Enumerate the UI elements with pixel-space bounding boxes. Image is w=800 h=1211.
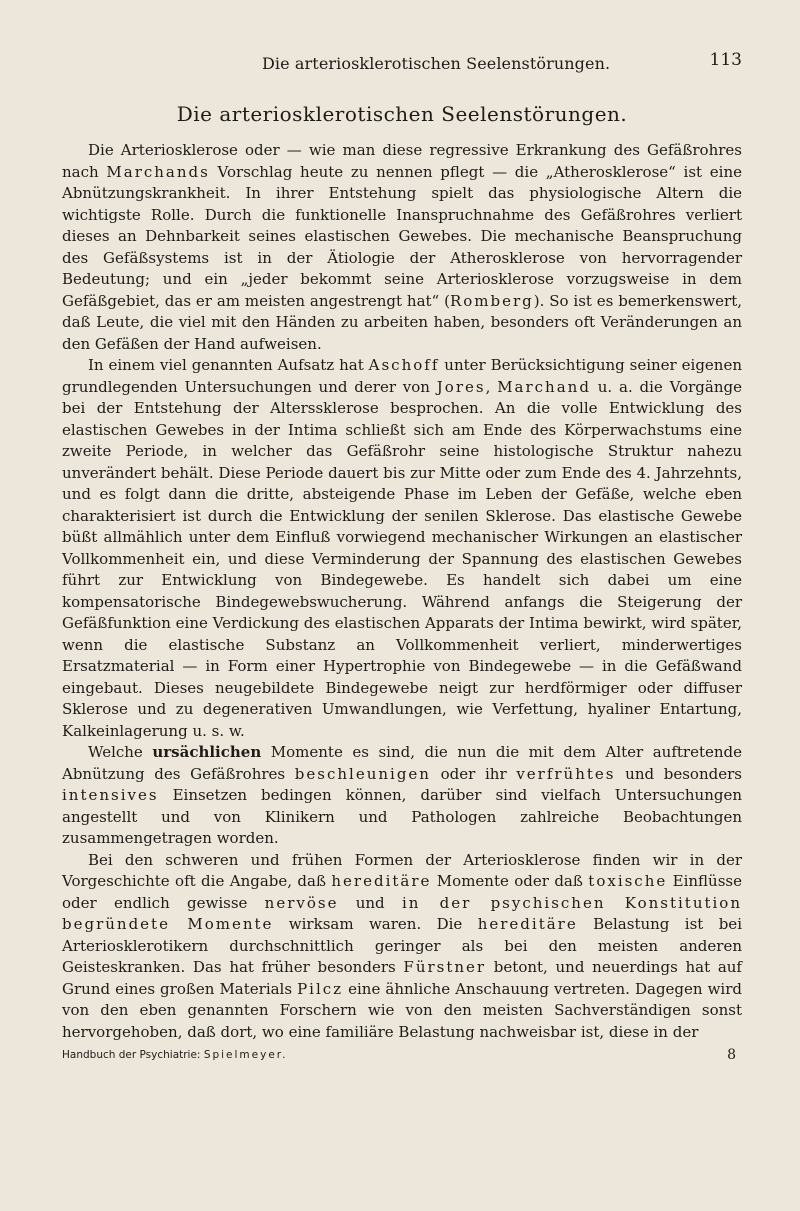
paragraph-4 [62,850,742,1044]
body-text [62,140,742,1043]
author-name-aschoff: Aschoff [368,356,440,374]
p4-text-c: Momente oder daß [431,872,589,890]
p3-text-c: Momente es sind, die nun die mit dem Alter auftretende Abnützung des Gefäßrohres [62,743,742,783]
p1-text-c: Vorschlag heute zu nennen pflegt — die „Atherosklerose“ ist eine Abnützungskrankheit. In ihrer Entstehung spielt das physiologische Altern die wichtigste Rolle. Durch die funktionelle Inanspruchnahme des Gefäßrohres verliert dieses an Dehnbarkeit seines elastischen Gewebes. Die mechanische Beanspruchung des Gefäßsystems ist in der Ätiologie der Atherosklerose von hervorragender Bedeutung; und ein „jeder bekommt seine Arteriosklerose vorzugsweise in dem Gefäßgebiet, das er am meisten angestrengt hat“ ( [62,162,742,310]
p4-text-m: betont, und neuerdings hat auf Grund eines großen Materials [62,958,742,998]
emphasis-hereditaere-2: hereditäre [477,915,578,933]
p2-text-e: , [485,377,498,396]
emphasis-intensives: intensives [62,786,159,804]
author-name-marchand: Marchand [497,377,591,396]
running-title: Die arteriosklerotischen Seelenstörungen. [262,54,611,73]
p3-text-g: und besonders [615,764,742,783]
emphasis-verfruehtes: verfrühtes [516,764,616,783]
emphasis-toxische: toxische [588,872,668,890]
p1-text-a: Die Arteriosklerose oder — wie man diese regressive Erkrankung des Gefäßrohres nach [62,141,742,181]
chapter-title: Die arteriosklerotischen Seelenstörungen. [176,102,628,126]
author-name-fuerstner: Fürstner [403,958,487,976]
running-head [62,50,742,80]
p2-text-c: unter Berücksichtigung seiner eigenen grundlegenden Untersuchungen und derer von [62,356,742,396]
footer-source-prefix: Handbuch der Psychiatrie: [62,1049,204,1061]
page-footer [62,1049,742,1069]
author-name-pilcz: Pilcz [297,979,344,998]
p3-text-e: oder ihr [430,764,517,783]
paragraph-1 [62,140,742,355]
p4-text-i: wirksam waren. Die [273,915,478,933]
emphasis-ursaechlichen: ursächlichen [152,743,262,761]
author-name-jores: Jores [436,377,486,396]
author-name-marchands: Marchands [106,162,210,181]
p4-text-e: Einflüsse oder endlich gewisse [62,872,742,912]
page-number: 113 [709,50,742,70]
author-name-romberg: Romberg [449,291,534,310]
paragraph-2 [62,355,742,742]
footer-source-name: Spielmeyer. [203,1049,288,1061]
p4-text-o: eine ähnliche Anschauung vertreten. Dagegen wird von den eben genannten Forschern wie von den meisten Sachverständigen sonst hervorgehoben, daß dort, wo eine familiäre Belastung nachweisbar ist, diese in der [62,979,743,1041]
paragraph-3 [62,742,742,850]
footer-source [62,1049,288,1061]
p3-text-a: Welche [88,743,153,761]
p2-text-g: u. a. die Vorgänge bei der Entstehung der Alterssklerose besprochen. An die volle Entwicklung des elastischen Gewebes in der Intima schließt sich am Ende des Körperwachstums eine zweite Periode, in welcher das Gefäßrohr seine histologische Struktur nahezu unverändert behält. Diese Periode dauert bis zur Mitte oder zum Ende des 4. Jahrzehnts, und es folgt dann die dritte, absteigende Phase im Leben der Gefäße, welche eben charakterisiert ist durch die Entwicklung der senilen Sklerose. Das elastische Gewebe büßt allmählich unter dem Einfluß vorwiegend mechanischer Wirkungen an elastischer Vollkommenheit ein, und diese Verminderung der Spannung des elastischen Gewebes führt zur Entwicklung von Bindegewebe. Es handelt sich dabei um eine kompensatorische Bindegewebswucherung. Während anfangs die Steigerung der Gefäßfunktion eine Verdickung des elastischen Apparats der Intima bewirkt, wird später, wenn die elastische Substanz an Vollkommenheit verliert, minderwertiges Ersatzmaterial — in Form einer Hypertrophie von Bindegewebe — in die Gefäßwand eingebaut. Dieses neugebildete Bindegewebe neigt zur herdförmiger oder diffuser Sklerose und zu degenerativen Umwandlungen, wie Verfettung, hyaliner Entartung, Kalkeinlagerung u. s. w. [62,377,742,740]
printer-signature: 8 [727,1047,736,1063]
p4-text-a: Bei den schweren und frühen Formen der Arteriosklerose finden wir in der Vorgeschichte oft die Angabe, daß [62,850,742,890]
p4-text-k: Belastung ist bei Arteriosklerotikern durchschnittlich geringer als bei den meisten anderen Geisteskranken. Das hat früher besonders [62,915,742,976]
p3-text-i: Einsetzen bedingen können, darüber sind vielfach Untersuchungen angestellt und von Klinikern und Pathologen zahlreiche Beobachtungen zusammengetragen worden. [62,786,742,847]
emphasis-nervoese: nervöse [264,893,339,912]
emphasis-hereditaere-1: hereditäre [331,872,432,890]
p2-text-a: In einem viel genannten Aufsatz hat [88,356,369,374]
p4-text-g: und [338,893,402,912]
emphasis-beschleunigen: beschleunigen [294,764,431,783]
book-page [62,50,742,1069]
p1-text-e: ). So ist es bemerkenswert, daß Leute, die viel mit den Händen zu arbeiten haben, besonders oft Veränderungen an den Gefäßen der Hand aufweisen. [62,291,743,353]
emphasis-psychische-konstitution: in der psychischen Konstitution begründete Momente [62,893,742,933]
